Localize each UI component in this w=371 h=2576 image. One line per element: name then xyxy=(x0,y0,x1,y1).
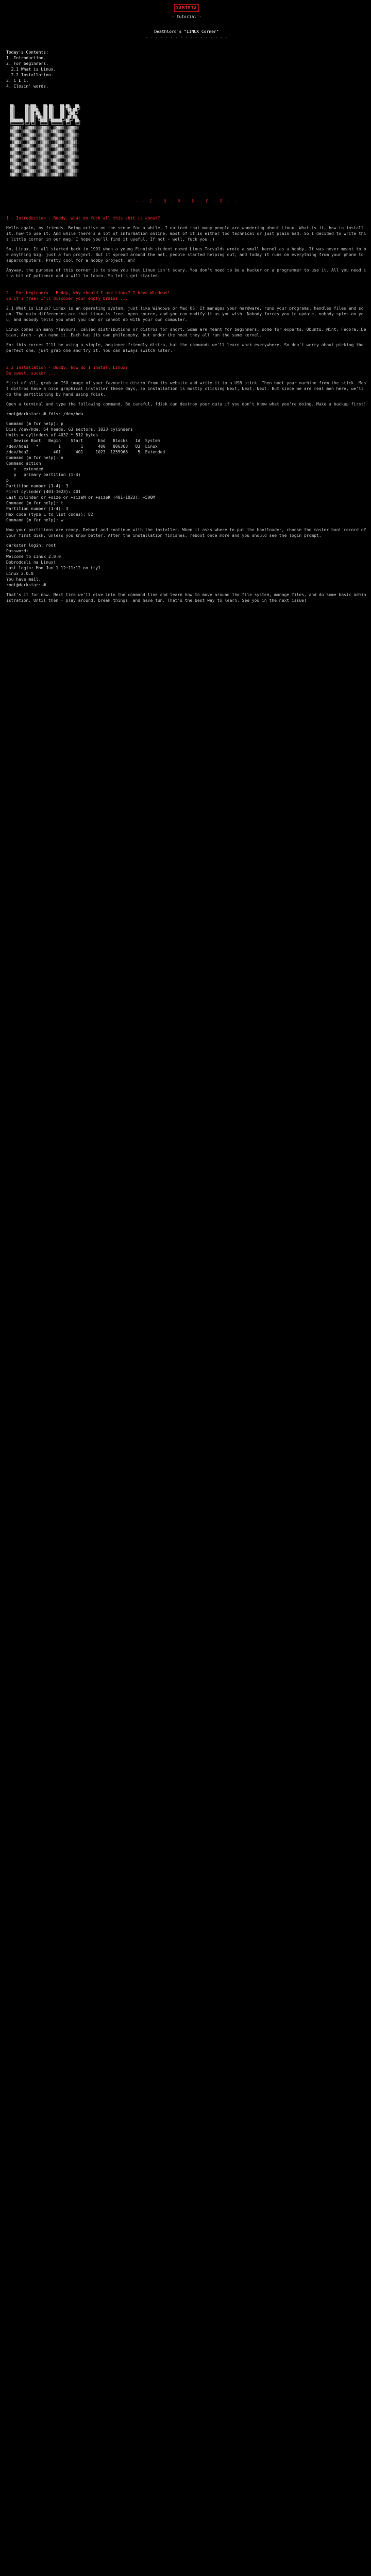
logo-subtitle: - tutorial - xyxy=(172,14,201,19)
session-line: p xyxy=(6,478,9,483)
corner-menu-line: - - C - O - R - N - E - R - - xyxy=(136,199,238,204)
logo xyxy=(6,4,367,20)
contents-item: 2. For beginners. xyxy=(6,61,48,66)
logo-badge: XAMIRIA xyxy=(174,4,199,12)
contents-item: 4. Closin' words. xyxy=(6,84,48,89)
table-of-contents xyxy=(6,49,367,89)
session-line: /dev/hda1 * 1 1 400 806368 83 Linux xyxy=(6,444,158,449)
session-line: Hex code (type L to list codes): 82 xyxy=(6,512,93,517)
section-paragraph: First of all, grab an ISO image of your favourite distro from its website and write it to a USB stick. Then boot your machine from the stick. Most distros have a nice graphical installer these days, so installation is mostly clicking Next, Next, Next. But since we are real men here, we'll do the partitioning by hand using fdisk. xyxy=(6,381,366,397)
ascii-banner xyxy=(6,105,367,192)
session-line: Command (m for help): w xyxy=(6,518,63,522)
section-paragraph: Hello again, my friends. Being active on the scene for a while, I noticed that many people are wondering about Linux. What is it, how to install it, how to use it. And while there's a lot of information online, most of it is either too technical or just plain bad. So I decided to write this little corner in our mag. I hope you'll find it useful. If not - well, fuck you ;) xyxy=(6,226,366,242)
fdisk-session xyxy=(6,421,367,523)
session-line: Device Boot Begin Start End Blocks Id System xyxy=(6,438,160,443)
section-heading: 2.2 Installation - Buddy, how do I install Linux? xyxy=(6,365,128,370)
session-line: Partition number (1-4): 3 xyxy=(6,484,69,488)
section-subheading: Be sweet, sucker ... xyxy=(6,371,56,376)
login-line: You have mail. xyxy=(6,577,41,582)
shell-command: root@darkstar:~# fdisk /dev/hda xyxy=(6,412,83,416)
session-line: Command action xyxy=(6,461,41,466)
session-line: Last cylinder or +size or +sizeM or +sizeK (401-1023): +500M xyxy=(6,495,155,500)
session-line: p primary partition (1-4) xyxy=(6,472,81,477)
session-line: Disk /dev/hda: 64 heads, 63 sectors, 1023 cylinders xyxy=(6,427,133,432)
login-session xyxy=(6,543,367,588)
contents-item: 3. C L I. xyxy=(6,78,29,83)
session-line: Partition number (1-4): 3 xyxy=(6,506,69,511)
session-line: Command (m for help): t xyxy=(6,501,63,505)
section-paragraph: Linux comes in many flavours, called distributions or distros for short. Some are meant for beginners, some for experts. Ubuntu, Mint, Fedora, Debian, Arch - you name it. Each has its own philosophy, but under the hood they all run the same kernel. xyxy=(6,327,366,337)
section-paragraph: Now your partitions are ready. Reboot and continue with the installer. When it asks where to put the bootloader, choose the master boot record of your first disk, unless you know better. After the installation finishes, reboot once more and you should see the login prompt. xyxy=(6,528,366,538)
contents-heading: Today's Contents: xyxy=(6,50,48,55)
session-line: Command (m for help): p xyxy=(6,421,63,426)
section-paragraph: Anyway, the purpose of this corner is to show you that Linux isn't scary. You don't need to be a hacker or a programmer to use it. All you need is a bit of patience and a will to learn. So let's get started. xyxy=(6,268,366,278)
login-line: Password: xyxy=(6,549,29,553)
contents-item: 1. Introduction. xyxy=(6,56,46,60)
contents-item: 2.1 What is Linux. xyxy=(6,67,56,72)
login-line: Last login: Mon Jun 1 12:11:12 on tty1 xyxy=(6,566,101,570)
session-line: Command (m for help): n xyxy=(6,455,63,460)
section-paragraph: 2.1 What is Linux? Linux is an operating system, just like Windows or Mac OS. It manages your hardware, runs your programs, handles files and so on. The main differences are that Linux is free, open source, and you can modify it as you wish. Nobody forces you to update, nobody spies on you, and nobody tells you what you can or cannot do with your own computer. xyxy=(6,306,364,322)
session-line: Units = cylinders of 4032 * 512 bytes xyxy=(6,433,98,437)
section-paragraph: Open a terminal and type the following command. Be careful, fdisk can destroy your data if you don't know what you're doing. Make a backup first! xyxy=(6,402,366,406)
section-paragraph: So, Linux. It all started back in 1991 when a young Finnish student named Linus Torvalds wrote a small kernel as a hobby. It was never meant to be anything big, just a fun project. But it spread around the net, people started helping out, and today it runs on everything from your phone to supercomputers. Pretty cool for a hobby project, eh? xyxy=(6,247,366,263)
login-line: Welcome to Linux 2.0.0 xyxy=(6,554,61,559)
section-heading: 1 - Introduction - Buddy, what do fuck all this shit is about? xyxy=(6,216,160,221)
title-separator: - - - - - - - - - - - - - - - - - xyxy=(145,35,228,40)
closing-paragraph: That's it for now. Next time we'll dive into the command line and learn how to move around the file system, manage files, and do some basic administration. Until then - play around, break things, and have fun. That's the best way to learn. See you in the next issue! xyxy=(6,592,366,603)
session-line: /dev/hda2 401 401 1023 1255968 5 Extended xyxy=(6,450,165,454)
page xyxy=(6,0,367,603)
login-line: darkstar login: root xyxy=(6,543,56,548)
session-line: First cylinder (401-1023): 401 xyxy=(6,489,81,494)
section-subheading: So it's free? I'll discover your empty brains ... xyxy=(6,296,128,301)
session-line: e extended xyxy=(6,467,44,471)
contents-item: 2.2 Installation. xyxy=(6,73,54,77)
login-line: root@darkstar:~# xyxy=(6,583,46,587)
login-line: Dobrodosli na Linux! xyxy=(6,560,56,565)
ascii-art: ██╗ ██╗███╗ ██╗██╗ ██╗██╗ ██╗ ██║ ██║████╗ ██║██║ ██║╚██╗██╔╝ ██║ ██║██╔██╗ ██║██║ ██║ ╚███╔╝ ██║ ██║██║╚██╗██║██║ ██║ ██╔██╗ ███████╗██║██║ ╚████║╚██████╔╝██╔╝ ██╗ ╚══════╝╚═╝╚═╝ ╚═══╝ ╚═════╝ ╚═╝ ╚═╝ ░▒▓█▓▒░ ░▒▓█▓▒░░▒▓█▓▒░ ░▒▓█▓▒░░▒▓█▓▒░ ▓█▓▒░ ░▒▓█▓▒░ ░▒▓█▓▒░░▒▓█▓▒░ ░▒▓█▓▒░ ░▒▓█▓▒░ ░▒▓█▓▒░░▒▓█▓▒░ ░▒▓█▓▒░░▒▓█▓▒░ ▓█▓▒░ ░▒▓█▓▒░ ░▒▓█▓▒░░▒▓█▓▒░ ░▒▓█▓▒░ ░▒▓█▓▒░ ░▒▓█▓▒░░▒▓█▓▒░ ░▒▓█▓▒░░▒▓█▓▒░ ▓█▓▒░ ░▒▓█▓▒░ ░▒▓█▓▒░░▒▓█▓▒░ ░▒▓█▓▒░ ░▒▓█▓▒░ ░▒▓█▓▒░░▒▓█▓▒░ ░▒▓█▓▒░░▒▓█▓▒░ ▓█▓▒░ ░▒▓█▓▒░ ░▒▓█▓▒░░▒▓█▓▒░ ░▒▓█▓▒░ ░▒▓█▓▒░ ░▒▓█▓▒░░▒▓█▓▒░ ░▒▓█▓▒░░▒▓█▓▒░ ▓█▓▒░ ░▒▓█▓▒░ ░▒▓█▓▒░░▒▓█▓▒░ ░▒▓█▓▒░ ░▒▓█▓▒░ ░▒▓█▓▒░░▒▓█▓▒░ ░▒▓█▓▒░░▒▓█▓▒░ ▓█▓▒░ ░▒▓█▓▒░ ░▒▓█▓▒░░▒▓█▓▒░ ░▒▓█▓▒░ ░▒▓█▓▒░ ░▒▓█▓▒░░▒▓█▓▒░ ░▒▓█▓▒░░▒▓█▓▒░ ▓█▓▒░ ░▒▓█▓▒░ ░▒▓█▓▒░░▒▓█▓▒░ ░▒▓█▓▒░ xyxy=(10,105,81,177)
login-line: Linux 2.0.0 xyxy=(6,571,33,576)
article-title: Deathlord's "LINUX Corner" xyxy=(154,29,219,34)
section-paragraph: For this corner I'll be using a simple, beginner-friendly distro, but the commands we'll learn work everywhere. So don't worry about picking the perfect one, just grab one and try it. You can always switch later. xyxy=(6,343,364,353)
section-heading: 2 - For beginners - Buddy, why should I use Linux? I have Windows! xyxy=(6,291,170,295)
